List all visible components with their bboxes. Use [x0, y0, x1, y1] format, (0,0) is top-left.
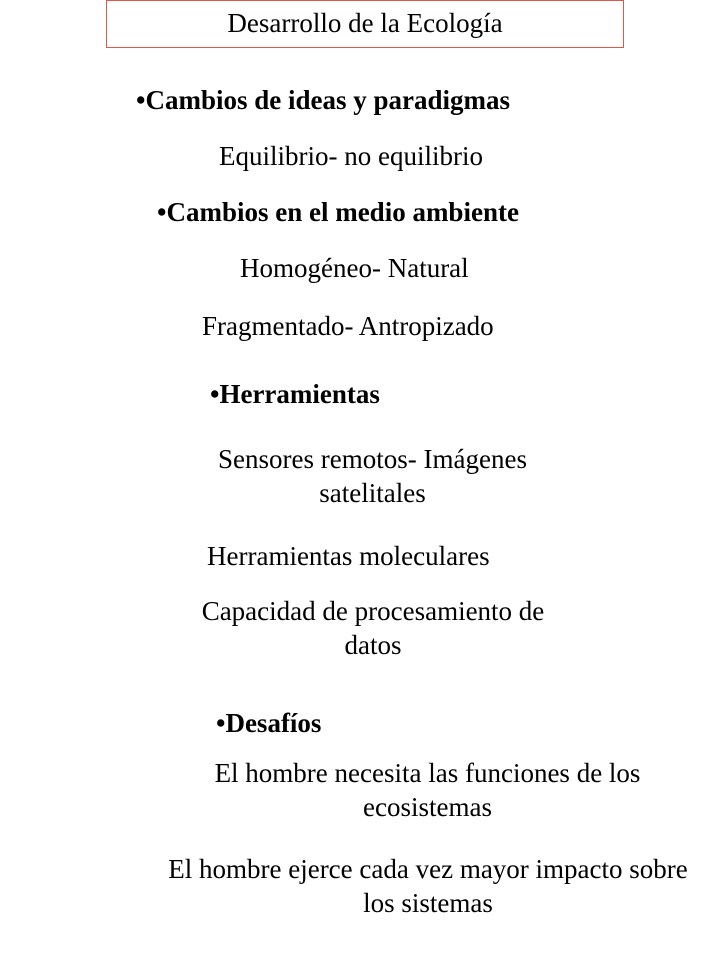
bullet-icon: • [136, 85, 146, 115]
title-box [106, 0, 624, 48]
section-heading-tools [210, 378, 380, 410]
section-item: Homogéneo- Natural [240, 253, 469, 283]
bullet-icon: • [216, 708, 226, 738]
section-heading-label: Herramientas [219, 379, 380, 409]
section-item: Equilibrio- no equilibrio [219, 141, 483, 171]
section-heading-ideas [136, 84, 510, 116]
section-item: Herramientas moleculares [207, 541, 490, 571]
page-title: Desarrollo de la Ecología [227, 7, 503, 38]
section-item: Capacidad de procesamiento de datos [201, 596, 545, 660]
section-item: Fragmentado- Antropizado [202, 311, 494, 341]
section-item: Sensores remotos- Imágenes satelitales [218, 444, 527, 508]
section-heading-label: Cambios en el medio ambiente [166, 197, 519, 227]
bullet-icon: • [210, 379, 220, 409]
bullet-icon: • [157, 197, 167, 227]
section-item: El hombre ejerce cada vez mayor impacto sobre los sistemas [168, 854, 688, 918]
section-heading-label: Desafíos [225, 708, 322, 738]
section-heading-environment [157, 196, 519, 228]
section-heading-challenges [216, 707, 321, 739]
section-item: El hombre necesita las funciones de los ecosistemas [214, 758, 641, 822]
section-heading-label: Cambios de ideas y paradigmas [145, 85, 510, 115]
